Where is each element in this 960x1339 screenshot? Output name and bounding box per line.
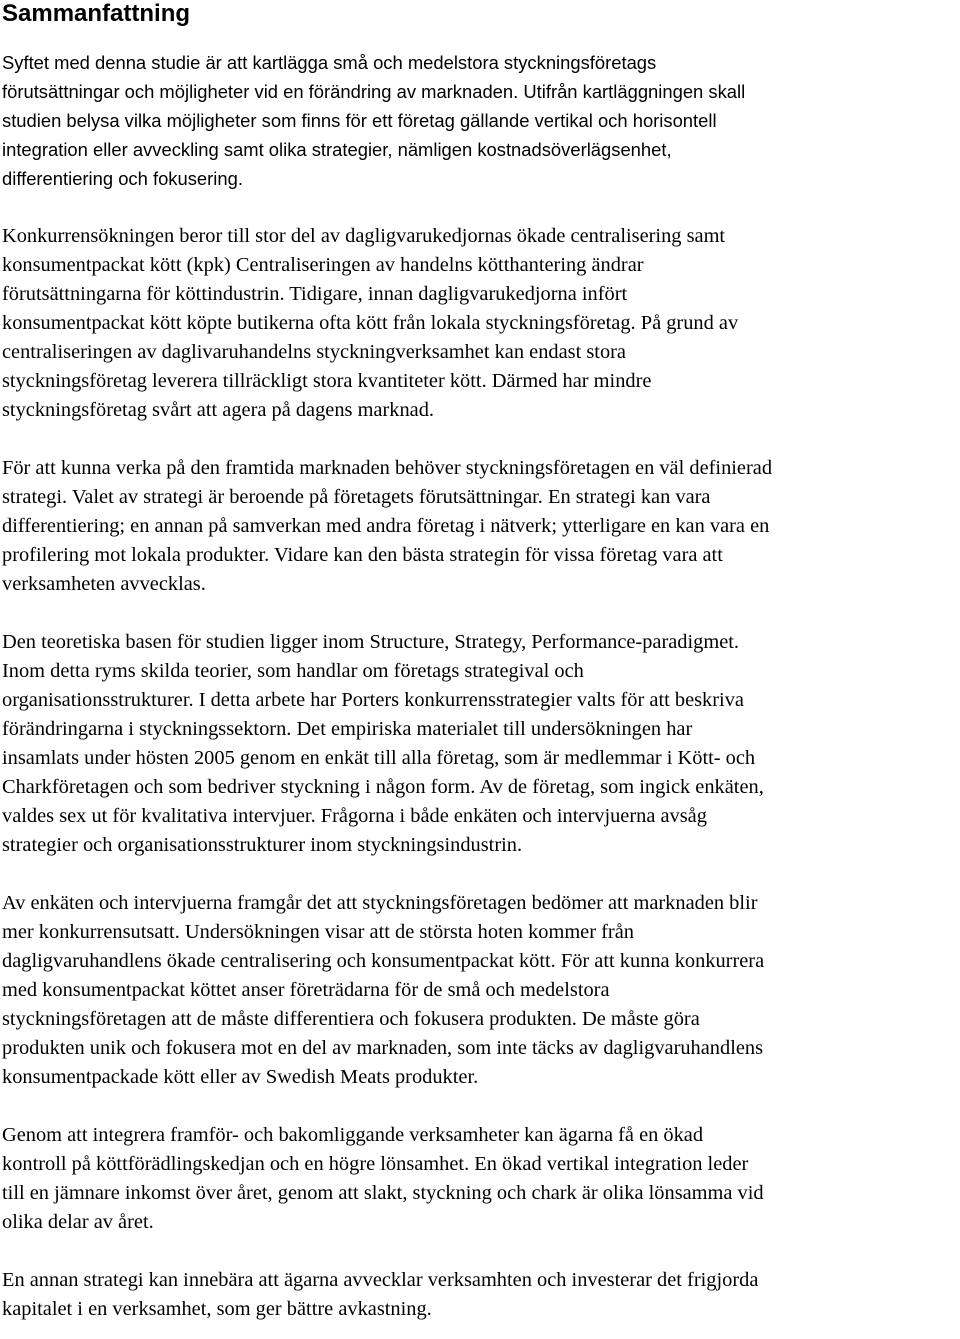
paragraph-line: Av enkäten och intervjuerna framgår det att styckningsföretagen bedömer att marknaden blir — [2, 892, 758, 914]
paragraph-line: integration eller avveckling samt olika strategier, nämligen kostnadsöverlägsenhet, — [2, 139, 672, 160]
paragraph-3 — [2, 454, 958, 599]
paragraph-line: Inom detta ryms skilda teorier, som handlar om företags strategival och — [2, 660, 584, 682]
paragraph-spacer — [2, 860, 958, 889]
paragraph-line: förändringarna i styckningssektorn. Det empiriska materialet till undersökningen har — [2, 718, 693, 740]
paragraph-line: förutsättningar och möjligheter vid en förändring av marknaden. Utifrån kartläggningen skall — [2, 81, 746, 102]
paragraph-spacer — [2, 1237, 958, 1266]
paragraph-line: till en jämnare inkomst över året, genom att slakt, styckning och chark är olika lönsamma vid — [2, 1182, 764, 1204]
paragraph-line: Charkföretagen och som bedriver styckning i någon form. Av de företag, som ingick enkäten, — [2, 776, 764, 798]
paragraph-4 — [2, 628, 958, 860]
paragraph-spacer — [2, 599, 958, 628]
paragraph-line: Konkurrensökningen beror till stor del av dagligvarukedjornas ökade centralisering samt — [2, 225, 726, 247]
paragraph-line: För att kunna verka på den framtida marknaden behöver styckningsföretagen en väl definierad — [2, 457, 773, 479]
paragraph-line: verksamheten avvecklas. — [2, 573, 206, 595]
paragraph-line: valdes sex ut för kvalitativa intervjuer. Frågorna i både enkäten och intervjuerna avsåg — [2, 805, 707, 827]
paragraph-line: dagligvaruhandlens ökade centralisering och konsumentpackat kött. För att kunna konkurrera — [2, 950, 765, 972]
paragraph-spacer — [2, 1092, 958, 1121]
paragraph-line: Syftet med denna studie är att kartlägga små och medelstora styckningsföretags — [2, 52, 657, 73]
paragraph-5 — [2, 889, 958, 1092]
paragraph-line: En annan strategi kan innebära att ägarna avvecklar verksamhten och investerar det frigjorda — [2, 1269, 759, 1291]
document-page — [2, 0, 958, 1324]
paragraph-line: centraliseringen av daglivaruhandelns styckningverksamhet kan endast stora — [2, 341, 626, 363]
paragraph-line: studien belysa vilka möjligheter som finns för ett företag gällande vertikal och horisontell — [2, 110, 717, 131]
paragraph-line: med konsumentpackat köttet anser företrädarna för de små och medelstora — [2, 979, 610, 1001]
paragraph-line: konsumentpackat kött (kpk) Centraliseringen av handelns kötthantering ändrar — [2, 254, 644, 276]
paragraph-line: Genom att integrera framför- och bakomliggande verksamheter kan ägarna få en ökad — [2, 1124, 704, 1146]
paragraph-line: insamlats under hösten 2005 genom en enkät till alla företag, som är medlemmar i Kött- och — [2, 747, 756, 769]
paragraph-line: konsumentpackade kött eller av Swedish Meats produkter. — [2, 1066, 479, 1088]
paragraph-line: olika delar av året. — [2, 1211, 154, 1233]
paragraph-line: organisationsstrukturer. I detta arbete har Porters konkurrensstrategier valts för att beskriva — [2, 689, 744, 711]
paragraph-line: förutsättningarna för köttindustrin. Tidigare, innan dagligvarukedjorna infört — [2, 283, 628, 305]
paragraph-line: Den teoretiska basen för studien ligger inom Structure, Strategy, Performance-paradigmet. — [2, 631, 740, 653]
paragraph-line: differentiering; en annan på samverkan med andra företag i nätverk; ytterligare en kan vara en — [2, 515, 770, 537]
paragraph-line: mer konkurrensutsatt. Undersökningen visar att de största hoten kommer från — [2, 921, 634, 943]
paragraph-line: kapitalet i en verksamhet, som ger bättre avkastning. — [2, 1298, 432, 1320]
paragraph-line: strategier och organisationsstrukturer inom styckningsindustrin. — [2, 834, 523, 856]
paragraph-6 — [2, 1121, 958, 1237]
paragraph-line: styckningsföretag leverera tillräckligt stora kvantiteter kött. Därmed har mindre — [2, 370, 652, 392]
paragraph-line: styckningsföretag svårt att agera på dagens marknad. — [2, 399, 435, 421]
paragraph-spacer — [2, 425, 958, 454]
paragraph-line: konsumentpackat kött köpte butikerna ofta kött från lokala styckningsföretag. På grund av — [2, 312, 739, 334]
paragraph-line: produkten unik och fokusera mot en del av marknaden, som inte täcks av dagligvaruhandlens — [2, 1037, 764, 1059]
paragraph-1 — [2, 48, 958, 193]
paragraph-line: profilering mot lokala produkter. Vidare kan den bästa strategin för vissa företag vara att — [2, 544, 723, 566]
paragraph-line: styckningsföretagen att de måste differentiera och fokusera produkten. De måste göra — [2, 1008, 700, 1030]
paragraph-spacer — [2, 193, 958, 222]
paragraph-2 — [2, 222, 958, 425]
paragraph-line: kontroll på köttförädlingskedjan och en högre lönsamhet. En ökad vertikal integration leder — [2, 1153, 749, 1175]
paragraph-line: strategi. Valet av strategi är beroende på företagets förutsättningar. En strategi kan vara — [2, 486, 711, 508]
paragraph-7 — [2, 1266, 958, 1324]
page-title: Sammanfattning — [2, 0, 191, 27]
paragraph-line: differentiering och fokusering. — [2, 168, 243, 189]
